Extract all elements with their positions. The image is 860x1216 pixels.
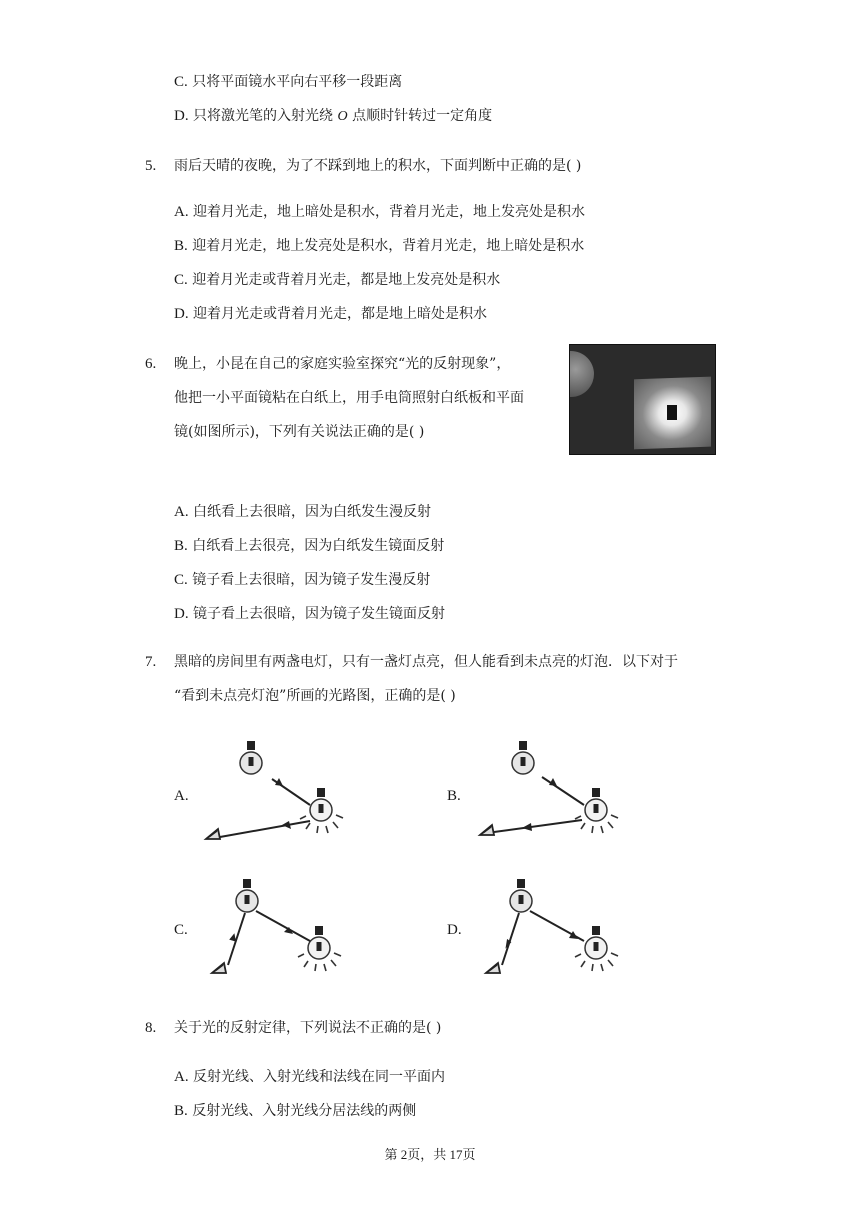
option-text: 迎着月光走或背着月光走，都是地上暗处是积水 [193, 306, 488, 322]
ray-line [502, 913, 519, 965]
variable-o: O [337, 109, 348, 124]
option-text: 点顺时针转过一定角度 [352, 108, 493, 124]
ray-line [220, 821, 310, 837]
option-label: B. [174, 1103, 188, 1119]
ray-diagram-b [474, 735, 634, 850]
option-text: 迎着月光走，地上暗处是积水，背着月光走，地上发亮处是积水 [193, 204, 586, 220]
option-label: C. [174, 74, 188, 90]
plane-mirror [667, 405, 677, 420]
page-footer: 第 2页，共 17页 [384, 1147, 476, 1162]
eye-icon [480, 825, 494, 835]
option-label: A. [174, 1069, 189, 1085]
option-label: A. [174, 204, 189, 220]
option-label: D. [174, 306, 189, 322]
ray-line [542, 777, 584, 805]
option-label: D. [174, 108, 189, 124]
question-number: 8. [145, 1020, 157, 1036]
option-label: C. [174, 272, 188, 288]
experiment-photo [569, 344, 716, 455]
option-label: B. [174, 238, 188, 254]
option-text: 只将平面镜水平向右平移一段距离 [192, 74, 403, 90]
option-label: B. [174, 538, 188, 554]
arrow-head [569, 931, 578, 939]
option-text: 反射光线、入射光线分居法线的两侧 [192, 1103, 417, 1119]
ray-line [494, 820, 582, 832]
question-stem-line: 镜(如图所示)，下列有关说法正确的是( ) [174, 424, 425, 440]
question-stem-line: 黑暗的房间里有两盏电灯，只有一盏灯点亮，但人能看到未点亮的灯泡．以下对于 [174, 654, 678, 670]
option-text: 只将激光笔的入射光绕 [193, 108, 334, 124]
option-row [174, 237, 584, 255]
option-row [174, 537, 444, 555]
option-row [174, 271, 500, 289]
option-text: 白纸看上去很暗，因为白纸发生漫反射 [193, 504, 432, 520]
unlit-bulb-icon [512, 741, 534, 774]
question-number: 7. [145, 654, 157, 670]
question-stem: 关于光的反射定律，下列说法不正确的是( ) [174, 1020, 442, 1036]
question-stem-line: 晚上，小昆在自己的家庭实验室探究“光的反射现象”， [174, 356, 511, 372]
option-row [174, 73, 402, 91]
question-stem-line: “看到未点亮灯泡”所画的光路图，正确的是( ) [174, 688, 456, 704]
figure-label-b: B. [447, 788, 461, 804]
option-text: 反射光线、入射光线和法线在同一平面内 [193, 1069, 446, 1085]
option-row [174, 107, 492, 126]
lit-bulb-icon [575, 788, 618, 833]
flashlight-shape [569, 351, 594, 397]
figure-label-c: C. [174, 922, 188, 938]
option-row [174, 203, 585, 221]
lit-bulb-icon [300, 788, 343, 833]
option-text: 迎着月光走，地上发亮处是积水，背着月光走，地上暗处是积水 [192, 238, 585, 254]
eye-icon [206, 829, 220, 839]
option-label: C. [174, 572, 188, 588]
option-text: 白纸看上去很亮，因为白纸发生镜面反射 [192, 538, 445, 554]
unlit-bulb-icon [236, 879, 258, 912]
option-label: A. [174, 504, 189, 520]
ray-line [256, 911, 310, 941]
eye-icon [212, 963, 226, 973]
ray-diagram-c [200, 873, 360, 988]
figure-label-d: D. [447, 922, 462, 938]
figure-label-a: A. [174, 788, 189, 804]
option-row [174, 1102, 416, 1120]
option-row [174, 503, 431, 521]
unlit-bulb-icon [510, 879, 532, 912]
question-stem: 雨后天晴的夜晚，为了不踩到地上的积水，下面判断中正确的是( ) [174, 158, 582, 174]
option-text: 迎着月光走或背着月光走，都是地上发亮处是积水 [192, 272, 501, 288]
arrow-head [282, 821, 291, 829]
question-stem-line: 他把一小平面镜粘在白纸上，用手电筒照射白纸板和平面 [174, 390, 524, 406]
lit-bulb-icon [298, 926, 341, 971]
option-row [174, 305, 487, 323]
ray-diagram-a [200, 735, 360, 850]
option-row [174, 571, 430, 589]
question-number: 6. [145, 356, 157, 372]
option-text: 镜子看上去很暗，因为镜子发生漫反射 [192, 572, 431, 588]
question-number: 5. [145, 158, 157, 174]
option-label: D. [174, 606, 189, 622]
eye-icon [486, 963, 500, 973]
lit-bulb-icon [575, 926, 618, 971]
option-text: 镜子看上去很暗，因为镜子发生镜面反射 [193, 606, 446, 622]
unlit-bulb-icon [240, 741, 262, 774]
option-row [174, 605, 445, 623]
option-row [174, 1068, 445, 1086]
ray-diagram-d [474, 873, 634, 988]
